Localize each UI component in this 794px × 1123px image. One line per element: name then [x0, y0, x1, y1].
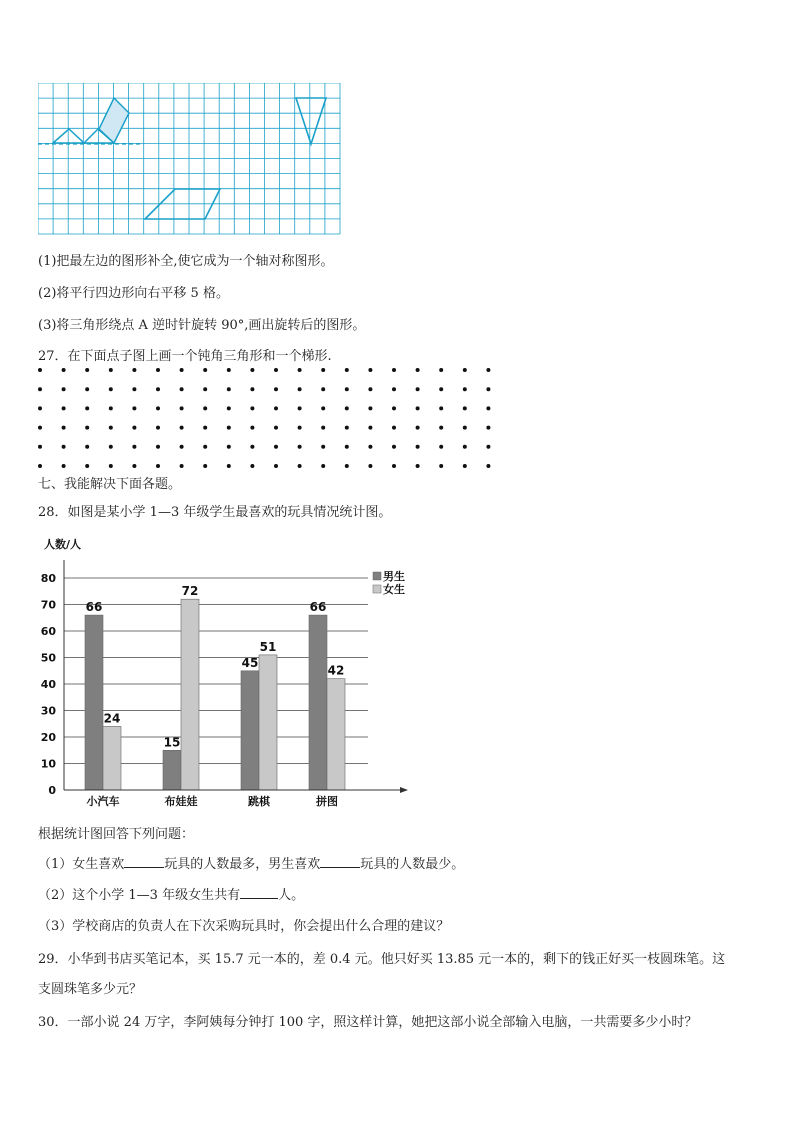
dot[interactable] — [416, 387, 420, 391]
grid-lines — [38, 83, 340, 234]
chart-x-categories — [87, 794, 339, 808]
dot[interactable] — [416, 464, 420, 468]
dot[interactable] — [368, 387, 372, 391]
dot[interactable] — [250, 387, 254, 391]
dot[interactable] — [416, 445, 420, 449]
dot[interactable] — [38, 387, 42, 391]
dot[interactable] — [203, 426, 207, 430]
q1-part2: 玩具的人数最多，男生喜欢 — [164, 857, 321, 872]
dot[interactable] — [38, 445, 42, 449]
chart-y-tick-label: 70 — [40, 598, 56, 612]
dot[interactable] — [132, 426, 136, 430]
chart-y-tick-label: 0 — [48, 784, 56, 797]
dot[interactable] — [298, 464, 302, 468]
dot[interactable] — [180, 464, 184, 468]
dot[interactable] — [463, 464, 467, 468]
dot[interactable] — [392, 445, 396, 449]
dot[interactable] — [463, 387, 467, 391]
chart-bar — [181, 599, 199, 790]
dot[interactable] — [85, 387, 89, 391]
dot[interactable] — [156, 406, 160, 410]
dot[interactable] — [85, 426, 89, 430]
dot[interactable] — [180, 426, 184, 430]
dot[interactable] — [156, 426, 160, 430]
chart-y-axis-label: 人数/人 — [44, 538, 82, 551]
problem30-text: 30．一部小说 24 万字，李阿姨每分钟打 100 字，照这样计算，她把这部小说全部输入电脑，一共需要多少小时？ — [38, 1015, 698, 1030]
dot[interactable] — [180, 368, 184, 372]
q2-part2: 人。 — [278, 888, 305, 903]
problem28-prompt: 根据统计图回答下列问题： — [38, 827, 195, 842]
dot[interactable] — [345, 426, 349, 430]
chart-bars — [85, 599, 345, 790]
dot[interactable] — [132, 445, 136, 449]
dot[interactable] — [180, 445, 184, 449]
dot[interactable] — [227, 445, 231, 449]
chart-y-tick-label: 60 — [40, 625, 56, 638]
dot[interactable] — [321, 368, 325, 372]
dot[interactable] — [298, 387, 302, 391]
dot[interactable] — [345, 387, 349, 391]
dots-group — [38, 368, 490, 468]
dot[interactable] — [38, 464, 42, 468]
dot[interactable] — [250, 368, 254, 372]
dot[interactable] — [486, 445, 490, 449]
chart-data-label: 15 — [163, 735, 181, 750]
problem27-text: 27．在下面点子图上画一个钝角三角形和一个梯形. — [38, 349, 332, 364]
dot[interactable] — [345, 464, 349, 468]
chart-legend-label: 男生 — [383, 570, 405, 583]
chart-y-tick-label: 10 — [40, 757, 56, 771]
dot[interactable] — [274, 406, 278, 410]
problem26-q1: (1)把最左边的图形补全,使它成为一个轴对称图形。 — [38, 254, 334, 269]
dot-grid[interactable] — [30, 364, 500, 468]
dot[interactable] — [132, 368, 136, 372]
q2-blank[interactable] — [240, 886, 278, 899]
dot[interactable] — [392, 368, 396, 372]
dot[interactable] — [439, 368, 443, 372]
dot[interactable] — [156, 445, 160, 449]
inverted-triangle — [296, 98, 326, 144]
dot[interactable] — [368, 445, 372, 449]
dot[interactable] — [109, 406, 113, 410]
dot[interactable] — [486, 368, 490, 372]
dot[interactable] — [203, 387, 207, 391]
chart-legend-swatch — [373, 572, 381, 580]
chart-data-label: 51 — [259, 639, 277, 654]
dot[interactable] — [203, 368, 207, 372]
chart-data-label: 42 — [327, 663, 345, 678]
dot[interactable] — [85, 368, 89, 372]
dot[interactable] — [416, 426, 420, 430]
dot[interactable] — [250, 464, 254, 468]
chart-x-category-label: 小汽车 — [86, 795, 120, 808]
dot[interactable] — [321, 464, 325, 468]
dot[interactable] — [463, 368, 467, 372]
dot[interactable] — [439, 406, 443, 410]
dot[interactable] — [180, 387, 184, 391]
q1-part3: 玩具的人数最少。 — [360, 857, 465, 872]
dot[interactable] — [486, 464, 490, 468]
dot[interactable] — [486, 426, 490, 430]
dot[interactable] — [62, 445, 66, 449]
chart-y-ticks — [41, 572, 57, 797]
dot[interactable] — [368, 464, 372, 468]
dot[interactable] — [62, 464, 66, 468]
chart-x-category-label: 拼图 — [316, 795, 338, 808]
dot[interactable] — [274, 387, 278, 391]
dot[interactable] — [85, 406, 89, 410]
dot[interactable] — [298, 445, 302, 449]
dot[interactable] — [274, 464, 278, 468]
dot[interactable] — [250, 406, 254, 410]
dot[interactable] — [298, 406, 302, 410]
dot[interactable] — [203, 445, 207, 449]
q2-part1: （2）这个小学 1—3 年级女生共有 — [38, 888, 241, 903]
dot[interactable] — [132, 406, 136, 410]
bar-chart — [30, 530, 410, 810]
problem26-q2: (2)将平行四边形向右平移 5 格。 — [38, 286, 229, 301]
dot[interactable] — [38, 368, 42, 372]
problem28-q3: （3）学校商店的负责人在下次采购玩具时，你会提出什么合理的建议？ — [38, 919, 450, 934]
dot[interactable] — [85, 445, 89, 449]
dot[interactable] — [227, 387, 231, 391]
problem28-text: 28．如图是某小学 1—3 年级学生最喜欢的玩具情况统计图。 — [38, 505, 392, 520]
chart-y-tick-label: 20 — [40, 731, 56, 744]
dot[interactable] — [345, 445, 349, 449]
chart-bar — [103, 726, 121, 790]
dot[interactable] — [227, 406, 231, 410]
dot[interactable] — [392, 426, 396, 430]
dot[interactable] — [321, 445, 325, 449]
dot[interactable] — [62, 387, 66, 391]
dot[interactable] — [321, 387, 325, 391]
dot[interactable] — [416, 368, 420, 372]
dot[interactable] — [109, 426, 113, 430]
chart-data-label: 45 — [241, 655, 259, 670]
dot[interactable] — [156, 464, 160, 468]
q1-blank-2[interactable] — [320, 855, 360, 868]
dot[interactable] — [38, 406, 42, 410]
dot[interactable] — [227, 368, 231, 372]
dot[interactable] — [132, 464, 136, 468]
problem29-line1: 29．小华到书店买笔记本，买 15.7 元一本的，差 0.4 元。他只好买 13.85 元一本的，剩下的钱正好买一枝圆珠笔。这 — [38, 952, 726, 967]
chart-bar — [259, 655, 277, 790]
dot[interactable] — [368, 406, 372, 410]
dot[interactable] — [109, 387, 113, 391]
dot[interactable] — [156, 387, 160, 391]
dot[interactable] — [274, 445, 278, 449]
dot[interactable] — [298, 426, 302, 430]
left-diamond — [99, 98, 129, 143]
chart-legend-swatch — [373, 585, 381, 593]
dot[interactable] — [345, 406, 349, 410]
dot[interactable] — [392, 387, 396, 391]
dot[interactable] — [156, 368, 160, 372]
dot[interactable] — [250, 445, 254, 449]
dot[interactable] — [203, 406, 207, 410]
dot[interactable] — [486, 387, 490, 391]
dot[interactable] — [109, 464, 113, 468]
dot[interactable] — [321, 426, 325, 430]
chart-bar — [85, 615, 103, 790]
dot[interactable] — [486, 406, 490, 410]
dot[interactable] — [203, 464, 207, 468]
q1-part1: （1）女生喜欢 — [38, 857, 125, 872]
chart-bar — [241, 671, 259, 790]
chart-data-label: 24 — [103, 711, 121, 726]
dot[interactable] — [85, 464, 89, 468]
dot[interactable] — [439, 387, 443, 391]
chart-y-tick-label: 50 — [40, 651, 56, 665]
chart-x-category-label: 布娃娃 — [164, 795, 198, 808]
problem26-q3: (3)将三角形绕点 A 逆时针旋转 90°,画出旋转后的图形。 — [38, 318, 366, 333]
chart-bar — [309, 615, 327, 790]
dot[interactable] — [439, 445, 443, 449]
dot[interactable] — [439, 426, 443, 430]
dot[interactable] — [250, 426, 254, 430]
q1-blank-1[interactable] — [124, 855, 164, 868]
dot[interactable] — [392, 406, 396, 410]
dot[interactable] — [62, 426, 66, 430]
dot[interactable] — [463, 426, 467, 430]
grid-figure — [38, 83, 342, 237]
chart-x-category-label: 跳棋 — [248, 795, 270, 808]
dot[interactable] — [392, 464, 396, 468]
dot[interactable] — [227, 426, 231, 430]
dot[interactable] — [345, 368, 349, 372]
chart-x-axis-arrow — [400, 787, 408, 793]
dot[interactable] — [62, 368, 66, 372]
problem29-line2: 支圆珠笔多少元？ — [38, 982, 143, 997]
problem28-q2 — [38, 884, 304, 903]
chart-bar — [163, 750, 181, 790]
dot[interactable] — [416, 406, 420, 410]
chart-data-labels — [86, 584, 345, 749]
dot[interactable] — [463, 445, 467, 449]
chart-y-tick-label: 80 — [40, 572, 56, 585]
section7-heading: 七、我能解决下面各题。 — [38, 477, 182, 492]
chart-y-tick-label: 30 — [40, 704, 56, 718]
dot[interactable] — [439, 464, 443, 468]
chart-data-label: 66 — [85, 600, 103, 615]
dot[interactable] — [109, 368, 113, 372]
chart-legend — [373, 569, 405, 596]
chart-y-tick-label: 40 — [40, 678, 56, 691]
dot[interactable] — [321, 406, 325, 410]
dot[interactable] — [463, 406, 467, 410]
dot[interactable] — [274, 368, 278, 372]
dot[interactable] — [109, 445, 113, 449]
dot[interactable] — [298, 368, 302, 372]
dot[interactable] — [274, 426, 278, 430]
dot[interactable] — [368, 368, 372, 372]
chart-bar — [327, 679, 345, 790]
chart-legend-label: 女生 — [383, 583, 405, 596]
dot[interactable] — [227, 464, 231, 468]
chart-data-label: 66 — [309, 600, 327, 615]
problem28-q1 — [38, 853, 464, 872]
dot[interactable] — [180, 406, 184, 410]
dot[interactable] — [38, 426, 42, 430]
dot[interactable] — [132, 387, 136, 391]
chart-data-label: 72 — [181, 584, 199, 599]
dot[interactable] — [368, 426, 372, 430]
dot[interactable] — [62, 406, 66, 410]
